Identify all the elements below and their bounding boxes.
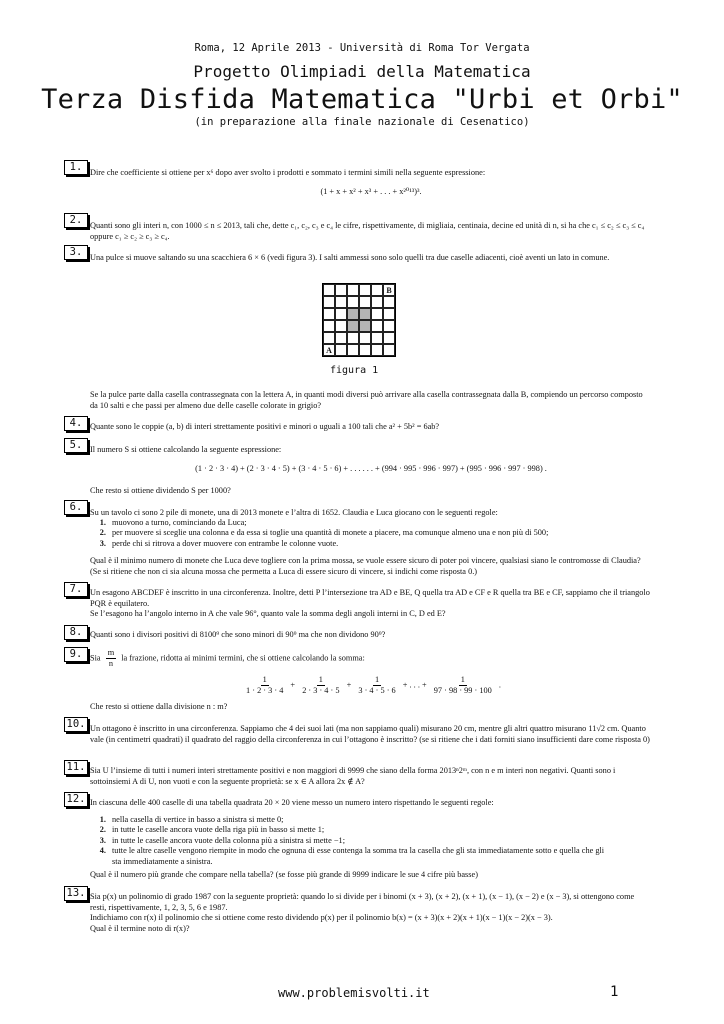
board-cell: [323, 296, 335, 308]
board-cell: [323, 320, 335, 332]
rule-item: [90, 825, 610, 835]
denominator: n: [108, 659, 113, 668]
rule-text: muovono a turno, cominciando da Luca;: [112, 518, 247, 527]
board-cell: [359, 344, 371, 356]
problem-6-question: Qual è il minimo numero di monete che Luca deve togliere con la prima mossa, se vuole essere sicuro di poter poi vincere, qualsiasi siano le contromosse di Claudia? (Se si ritiene che non ci sia alcuna mossa che permetta a Luca di essere sicuro di vincere, si indichi come risposta 0.): [90, 556, 641, 576]
rule-number: 1.: [99, 815, 106, 824]
board-cell: [323, 332, 335, 344]
board-cell: [347, 284, 359, 296]
problem-8-text: Quanti sono i divisori positivi di 8100⁹ che sono minori di 90⁹ ma che non dividono 90⁹?: [90, 630, 386, 639]
problem-6-text: Su un tavolo ci sono 2 pile di monete, una di 2013 monete e l’altra di 1652. Claudia e Luca giocano con le seguenti regole:: [90, 508, 498, 517]
problem-number-6: 6.: [64, 500, 88, 515]
board-cell: [383, 296, 395, 308]
problem-number-2: 2.: [64, 213, 88, 228]
rule-number: 3.: [99, 538, 106, 548]
board-cell: [359, 296, 371, 308]
board-cell: [347, 332, 359, 344]
board-cell: [383, 332, 395, 344]
board-cell: [323, 308, 335, 320]
board-cell: [383, 320, 395, 332]
board-cell: [347, 344, 359, 356]
numerator: 1: [318, 675, 323, 684]
board-cell: [371, 332, 383, 344]
problem-number-7: 7.: [64, 582, 88, 597]
problem-12-text: In ciascuna delle 400 caselle di una tabella quadrata 20 × 20 viene messo un numero intero rispettando le seguenti regole:: [90, 798, 494, 807]
problem-10-text: Un ottagono è inscritto in una circonferenza. Sappiamo che 4 dei suoi lati (ma non sappiamo quali) misurano 20 cm, mentre gli altri quattro misurano 11√2 cm. Quanto vale (in centimetri quadrati) il quadrato del raggio della circonferenza in cui l’ottagono è inscritto? (se si ritiene che i dati forniti siano insufficienti dare come risposta 0): [90, 724, 650, 744]
problem-number-4: 4.: [64, 416, 88, 431]
sia-word: Sia: [90, 653, 101, 663]
problem-12-question: Qual è il numero più grande che compare nella tabella? (se fosse più grande di 9999 indicare le sue 4 cifre più basse): [90, 870, 478, 879]
problem-number-1: 1.: [64, 160, 88, 175]
rule-text: in tutte le caselle ancora vuote della riga più in basso si mette 1;: [112, 825, 325, 835]
board-cell: [371, 344, 383, 356]
problem-number-8: 8.: [64, 625, 88, 640]
denominator: 3 · 4 · 5 · 6: [358, 686, 396, 695]
problem-5-equation: (1 · 2 · 3 · 4) + (2 · 3 · 4 · 5) + (3 · 4 · 5 · 6) + . . . . . . + (994 · 995 · 996 · 997) + (995 · 996 · 997 · 998) .: [195, 464, 547, 473]
rule-number: 1.: [99, 518, 106, 527]
board-cell: [335, 308, 347, 320]
rule-number: 2.: [99, 825, 106, 835]
problem-6-rules: [90, 518, 610, 549]
grey-cell: [347, 320, 359, 332]
problem-9-sum: [90, 675, 652, 696]
sum-term: [300, 675, 341, 696]
plus-sign: +: [290, 680, 296, 690]
board-cell: [359, 332, 371, 344]
board-cell: [335, 344, 347, 356]
board-cell: [359, 284, 371, 296]
problem-7-text: Un esagono ABCDEF è inscritto in una circonferenza. Inoltre, detti P l’intersezione tra AD e BE, Q quella tra AD e CF e R quella tra BE e CF, sappiamo che il triangolo PQR è equilatero.: [90, 588, 650, 608]
rule-item: [90, 836, 610, 846]
problem-5-text: Il numero S si ottiene calcolando la seguente espressione:: [90, 445, 282, 454]
board-cell: [371, 320, 383, 332]
board-cell: [335, 332, 347, 344]
problem-7-question: Se l’esagono ha l’angolo interno in A che vale 96°, quanto vale la somma degli angoli interni in C, D ed E?: [90, 609, 446, 618]
rule-text: tutte le altre caselle vengono riempite in modo che ognuna di esse contenga la somma tra la casella che gli sta immediatamente sotto e quella che gli sta immediatamente a sinistra.: [112, 846, 605, 866]
board-cell: [335, 320, 347, 332]
board-cell: [383, 344, 395, 356]
problem-5-question: Che resto si ottiene dividendo S per 1000?: [90, 486, 231, 495]
problem-4-text: Quante sono le coppie (a, b) di interi strettamente positivi e minori o uguali a 100 tali che a² + 5b² = 6ab?: [90, 422, 440, 431]
rule-text: perde chi si ritrova a dover muovere con entrambe le colonne vuote.: [112, 538, 339, 548]
problem-3-question: Se la pulce parte dalla casella contrassegnata con la lettera A, in quanti modi diversi può arrivare alla casella contrassegnata dalla B, compiendo un percorso composto da 10 salti e che passi per almeno due delle caselle colorate in grigio?: [90, 390, 643, 410]
problem-12-rules: [90, 815, 610, 867]
board-cell: [323, 284, 335, 296]
rule-number: 4.: [99, 846, 106, 856]
problem-13-question: Qual è il termine noto di r(x)?: [90, 924, 190, 933]
problem-13-text: Sia p(x) un polinomio di grado 1987 con la seguente proprietà: quando lo si divide per i binomi (x + 3), (x + 2), (x + 1), (x − 1), (x − 2) e (x − 3), si ottengono come resti, rispettivamente, 1, 2, 3, 5, 6 e 1987.: [90, 892, 635, 912]
subtitle: (in preparazione alla finale nazionale di Cesenatico): [194, 116, 530, 128]
sum-term: [244, 675, 285, 696]
problem-1-text: Dire che coefficiente si ottiene per x⁶ dopo aver svolto i prodotti e sommato i termini simili nella seguente espressione:: [90, 168, 486, 177]
board-cell: [371, 284, 383, 296]
board-cell: [371, 296, 383, 308]
numerator: m: [107, 648, 115, 657]
denominator: 1 · 2 · 3 · 4: [246, 686, 284, 695]
problem-number-5: 5.: [64, 438, 88, 453]
rule-item: [90, 539, 610, 549]
rule-number: 3.: [99, 835, 106, 845]
problem-number-10: 10.: [64, 717, 88, 732]
problem-number-13: 13.: [64, 886, 88, 901]
problem-number-11: 11.: [64, 760, 88, 775]
numerator: 1: [460, 675, 465, 684]
sum-term: [432, 675, 494, 696]
grey-cell: [347, 308, 359, 320]
problem-13-definition: Indichiamo con r(x) il polinomio che si ottiene come resto dividendo p(x) per il polinomio b(x) = (x + 3)(x + 2)(x + 1)(x − 1)(x − 2)(x − 3).: [90, 913, 553, 922]
grey-cell: [359, 320, 371, 332]
board-cell: [371, 308, 383, 320]
board-cell: [347, 296, 359, 308]
grey-cell: [359, 308, 371, 320]
board-cell: [335, 284, 347, 296]
problem-number-9: 9.: [64, 647, 88, 662]
project-title: Progetto Olimpiadi della Matematica: [193, 62, 531, 81]
cell-a: A: [323, 344, 335, 356]
problem-9-question: Che resto si ottiene dalla divisione n : m?: [90, 702, 228, 711]
problem-9-sentence: la frazione, ridotta ai minimi termini, che si ottiene calcolando la somma:: [121, 653, 365, 663]
problem-1-equation: (1 + x + x² + x³ + . . . + x²⁰¹³)³.: [320, 187, 422, 196]
problem-9-text: [90, 648, 652, 669]
board-cell: [335, 296, 347, 308]
denominator: 97 · 98 · 99 · 100: [433, 686, 492, 695]
ellipsis: + . . . +: [402, 680, 427, 690]
problem-number-3: 3.: [64, 245, 88, 260]
sum-term: [356, 675, 397, 696]
rule-item: [90, 815, 610, 825]
rule-text: nella casella di vertice in basso a sinistra si mette 0;: [112, 815, 284, 824]
period: .: [498, 680, 501, 690]
numerator: 1: [374, 675, 380, 684]
page-number: 1: [610, 984, 619, 1000]
rule-number: 2.: [99, 528, 106, 538]
problem-number-12: 12.: [64, 792, 88, 807]
problem-3-text: Una pulce si muove saltando su una scacchiera 6 × 6 (vedi figura 3). I salti ammessi sono solo quelli tra due caselle adiacenti, cioè aventi un lato in comune.: [90, 253, 610, 262]
fraction-m-over-n: [106, 648, 116, 669]
date-line: Roma, 12 Aprile 2013 - Università di Roma Tor Vergata: [194, 42, 530, 54]
problem-2-text: Quanti sono gli interi n, con 1000 ≤ n ≤ 2013, tali che, dette c₁, c₂, c₃ e c₄ le cifre, rispettivamente, di migliaia, centinaia, decine ed unità di n, si ha che c₁ ≤ c₂ ≤ c₃ ≤ c₄ oppure c₁ ≥ c₂ ≥ c₃ ≥ c₄.: [90, 221, 645, 241]
rule-text: in tutte le caselle ancora vuote della colonna più a sinistra si mette −1;: [112, 835, 345, 845]
rule-item: [90, 846, 610, 867]
denominator: 2 · 3 · 4 · 5: [302, 686, 340, 695]
figure-caption: figura 1: [330, 365, 379, 376]
board-cell: [383, 308, 395, 320]
rule-item: [90, 518, 610, 528]
cell-b: B: [383, 284, 395, 296]
plus-sign: +: [346, 680, 352, 690]
chessboard-figure: [322, 283, 396, 357]
problem-11-text: Sia U l’insieme di tutti i numeri interi strettamente positivi e non maggiori di 9999 che siano della forma 2013ⁿ2ᵐ, con n e m interi non negativi. Quanti sono i sottoinsiemi A di U, non vuoti e con la seguente proprietà: se x ∈ A allora 2x ∉ A?: [90, 766, 616, 786]
rule-text: per muovere si sceglie una colonna e da essa si toglie una quantità di monete a piacere, ma comunque almeno una e non più di 500;: [112, 528, 549, 538]
rule-item: [90, 528, 610, 538]
footer-url: www.problemisvolti.it: [278, 986, 430, 1000]
page-title: Terza Disfida Matematica "Urbi et Orbi": [41, 84, 683, 115]
numerator: 1: [262, 675, 267, 684]
